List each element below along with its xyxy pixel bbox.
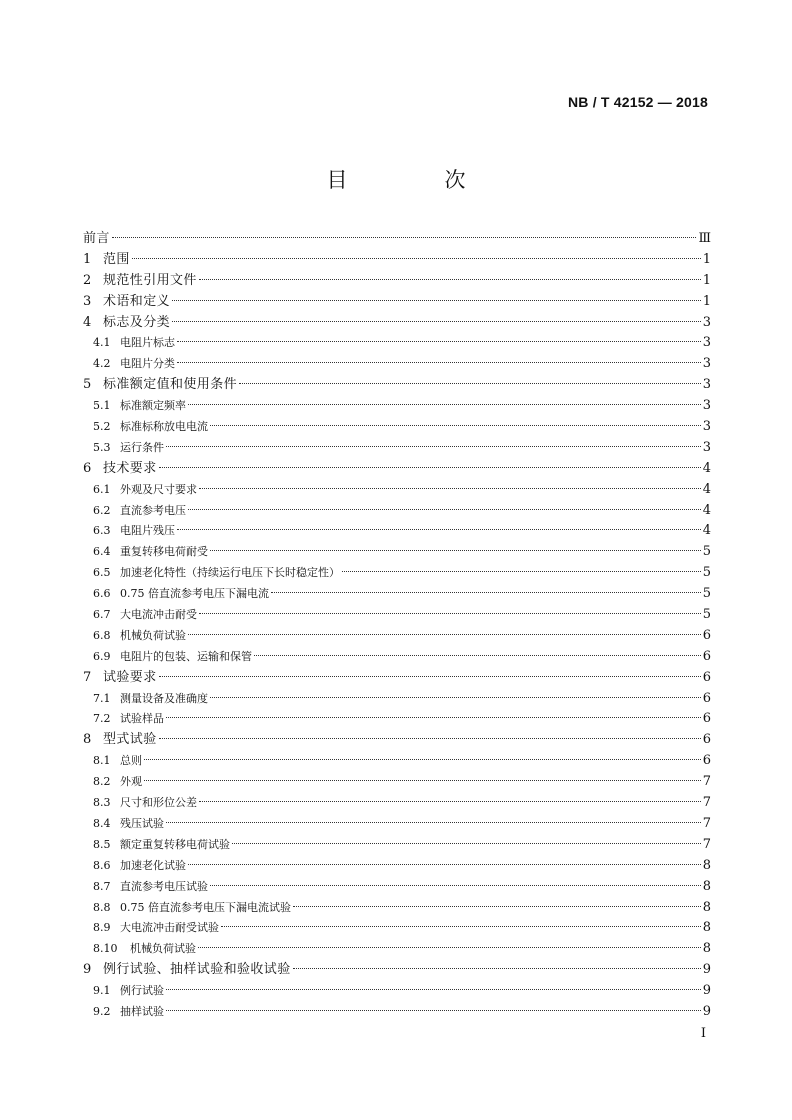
toc-entry-title: 抽样试验 xyxy=(120,1004,164,1018)
toc-entry-page: 7 xyxy=(702,795,711,811)
toc-entry-page: 4 xyxy=(702,523,711,539)
toc-entry-page: 8 xyxy=(702,941,711,957)
toc-entry-number: 7.2 xyxy=(93,712,111,726)
toc-entry-page: 4 xyxy=(702,481,711,497)
toc-entry-page: 1 xyxy=(702,251,711,267)
toc-entry-title: 电阻片残压 xyxy=(120,524,175,538)
dot-leader xyxy=(342,570,701,572)
toc-entry[interactable] xyxy=(83,417,711,438)
toc-entry[interactable] xyxy=(83,584,711,605)
toc-entry-page: 6 xyxy=(702,690,711,706)
dot-leader xyxy=(199,278,701,280)
toc-entry-title: 加速老化特性（持续运行电压下长时稳定性） xyxy=(120,566,340,580)
toc-entry[interactable] xyxy=(83,981,711,1002)
toc-entry-page: 4 xyxy=(702,460,711,476)
toc-entry-page: 9 xyxy=(702,962,711,978)
toc-entry-page: 7 xyxy=(702,774,711,790)
toc-entry[interactable] xyxy=(83,877,711,898)
dot-leader xyxy=(166,716,701,718)
toc-entry-title: 0.75 倍直流参考电压下漏电流 xyxy=(120,587,269,601)
toc-entry-page: 3 xyxy=(702,377,711,393)
toc-entry-page: 3 xyxy=(702,398,711,414)
toc-entry-number: 3 xyxy=(83,293,92,309)
toc-entry-page: 6 xyxy=(702,669,711,685)
toc-entry-page: 3 xyxy=(702,356,711,372)
toc-entry-page: 6 xyxy=(702,648,711,664)
dot-leader xyxy=(239,382,701,384)
toc-entry[interactable] xyxy=(83,751,711,772)
toc-entry-title: 机械负荷试验 xyxy=(130,942,196,956)
dot-leader xyxy=(210,549,701,551)
toc-entry-title: 加速老化试验 xyxy=(120,858,186,872)
toc-entry-title: 标准标称放电电流 xyxy=(120,420,208,434)
toc-entry-number: 6.7 xyxy=(93,608,111,622)
dot-leader xyxy=(166,1009,701,1011)
dot-leader xyxy=(112,236,697,238)
dot-leader xyxy=(210,424,701,426)
dot-leader xyxy=(166,821,701,823)
toc-entry-number: 8.8 xyxy=(93,900,111,914)
toc-entry-number: 8.9 xyxy=(93,921,111,935)
dot-leader xyxy=(177,361,701,363)
toc-entry-number: 5 xyxy=(83,377,92,393)
toc-entry-number: 8.6 xyxy=(93,858,111,872)
toc-entry-title: 标准额定值和使用条件 xyxy=(103,377,238,393)
dot-leader xyxy=(210,884,701,886)
toc-entry-title: 试验要求 xyxy=(103,669,157,685)
dot-leader xyxy=(177,340,701,342)
toc-entry-page: 9 xyxy=(702,1003,711,1019)
toc-entry-page: 8 xyxy=(702,878,711,894)
toc-entry-number: 6.9 xyxy=(93,649,111,663)
toc-entry-number: 8.3 xyxy=(93,796,111,810)
toc-entry-title: 技术要求 xyxy=(103,460,157,476)
toc-entry[interactable] xyxy=(83,459,711,480)
toc-entry[interactable] xyxy=(83,814,711,835)
toc-entry-title: 电阻片的包装、运输和保管 xyxy=(120,649,252,663)
toc-entry[interactable] xyxy=(83,271,711,292)
dot-leader xyxy=(198,946,701,948)
dot-leader xyxy=(199,612,701,614)
toc-entry[interactable] xyxy=(83,898,711,919)
toc-entry[interactable] xyxy=(83,709,711,730)
toc-entry[interactable] xyxy=(83,939,711,960)
toc-entry-page: 8 xyxy=(702,920,711,936)
toc-entry[interactable] xyxy=(83,396,711,417)
dot-leader xyxy=(232,842,701,844)
toc-entry-number: 8.5 xyxy=(93,837,111,851)
toc-entry-title: 电阻片标志 xyxy=(120,336,175,350)
toc-entry-title: 术语和定义 xyxy=(103,293,171,309)
toc-entry-title: 型式试验 xyxy=(103,732,157,748)
toc-entry-number: 5.2 xyxy=(93,420,111,434)
toc-entry[interactable] xyxy=(83,438,711,459)
toc-entry-number: 1 xyxy=(83,251,92,267)
dot-leader xyxy=(199,487,701,489)
toc-entry-page: 5 xyxy=(702,544,711,560)
toc-entry-page: 6 xyxy=(702,753,711,769)
dot-leader xyxy=(177,528,701,530)
toc-entry-title: 直流参考电压 xyxy=(120,503,186,517)
toc-entry-page: 1 xyxy=(702,293,711,309)
toc-entry-page: 3 xyxy=(702,314,711,330)
toc-entry-title: 标志及分类 xyxy=(103,314,171,330)
toc-entry-title: 外观及尺寸要求 xyxy=(120,482,197,496)
toc-entry-page: 5 xyxy=(702,586,711,602)
toc-entry-page: 3 xyxy=(702,439,711,455)
toc-entry[interactable] xyxy=(83,313,711,334)
toc-entry[interactable] xyxy=(83,626,711,647)
toc-entry-page: Ⅲ xyxy=(698,231,711,246)
dot-leader xyxy=(159,737,701,739)
toc-entry[interactable] xyxy=(83,605,711,626)
toc-entry-number: 5.1 xyxy=(93,399,111,413)
page-title: 目 次 xyxy=(326,168,504,192)
toc-entry-title: 电阻片分类 xyxy=(120,357,175,371)
toc-entry[interactable] xyxy=(83,668,711,689)
dot-leader xyxy=(144,779,701,781)
toc-entry[interactable] xyxy=(83,333,711,354)
toc-entry-title: 残压试验 xyxy=(120,816,164,830)
toc-entry-number: 7 xyxy=(83,669,92,685)
toc-entry[interactable] xyxy=(83,375,711,396)
toc-entry-number: 6.5 xyxy=(93,566,111,580)
toc-entry[interactable] xyxy=(83,960,711,981)
toc-entry-title: 总则 xyxy=(120,754,142,768)
toc-entry-number: 5.3 xyxy=(93,440,111,454)
toc-entry-title: 规范性引用文件 xyxy=(103,272,197,288)
toc-entry-title: 0.75 倍直流参考电压下漏电流试验 xyxy=(120,900,291,914)
toc-entry-page: 7 xyxy=(702,836,711,852)
toc-entry[interactable] xyxy=(83,563,711,584)
toc-entry-number: 6.3 xyxy=(93,524,111,538)
toc-entry[interactable] xyxy=(83,689,711,710)
toc-entry-number: 9 xyxy=(83,962,92,978)
toc-entry-number: 2 xyxy=(83,272,92,288)
dot-leader xyxy=(172,320,701,322)
dot-leader xyxy=(293,905,701,907)
toc-entry-title: 例行试验 xyxy=(120,984,164,998)
toc-entry-page: 8 xyxy=(702,857,711,873)
dot-leader xyxy=(144,758,701,760)
toc-entry-number: 9.2 xyxy=(93,1004,111,1018)
dot-leader xyxy=(188,403,701,405)
toc-entry[interactable] xyxy=(83,1002,711,1023)
toc-entry[interactable] xyxy=(83,835,711,856)
dot-leader xyxy=(166,988,701,990)
toc-entry-page: 5 xyxy=(702,607,711,623)
toc-entry-title: 额定重复转移电荷试验 xyxy=(120,837,230,851)
toc-entry-number: 6.1 xyxy=(93,482,111,496)
toc-entry-page: 5 xyxy=(702,565,711,581)
toc-entry[interactable] xyxy=(83,542,711,563)
toc-entry-title: 大电流冲击耐受试验 xyxy=(120,921,219,935)
toc-entry-title: 外观 xyxy=(120,775,142,789)
standard-code: NB / T 42152 — 2018 xyxy=(568,94,708,110)
toc-entry-title: 试验样品 xyxy=(120,712,164,726)
dot-leader xyxy=(188,508,701,510)
toc-entry-title: 大电流冲击耐受 xyxy=(120,608,197,622)
toc-entry-page: 8 xyxy=(702,899,711,915)
toc-entry[interactable] xyxy=(83,250,711,271)
toc-entry-title: 范围 xyxy=(103,251,130,267)
toc-entry-number: 6.8 xyxy=(93,628,111,642)
toc-entry-title: 测量设备及准确度 xyxy=(120,691,208,705)
toc-entry[interactable] xyxy=(83,772,711,793)
dot-leader xyxy=(159,466,701,468)
dot-leader xyxy=(293,967,701,969)
toc-entry-title: 例行试验、抽样试验和验收试验 xyxy=(103,962,291,978)
toc-entry-number: 4.1 xyxy=(93,336,111,350)
toc-entry[interactable] xyxy=(83,354,711,375)
toc-entry-page: 3 xyxy=(702,419,711,435)
page-number: I xyxy=(700,1026,706,1041)
toc-entry-page: 6 xyxy=(702,627,711,643)
toc-entry-title: 尺寸和形位公差 xyxy=(120,796,197,810)
dot-leader xyxy=(254,654,701,656)
toc-entry-number: 9.1 xyxy=(93,984,111,998)
dot-leader xyxy=(159,675,701,677)
toc-entry-page: 1 xyxy=(702,272,711,288)
toc-entry[interactable] xyxy=(83,229,711,250)
toc-entry-number: 8.2 xyxy=(93,775,111,789)
toc-entry[interactable] xyxy=(83,501,711,522)
dot-leader xyxy=(188,633,701,635)
toc-entry[interactable] xyxy=(83,856,711,877)
toc-entry-number: 6.4 xyxy=(93,545,111,559)
table-of-contents xyxy=(83,229,711,1023)
toc-entry-title: 机械负荷试验 xyxy=(120,628,186,642)
toc-entry-number: 6.2 xyxy=(93,503,111,517)
toc-entry-number: 8 xyxy=(83,732,92,748)
toc-entry[interactable] xyxy=(83,480,711,501)
dot-leader xyxy=(172,299,701,301)
dot-leader xyxy=(271,591,701,593)
toc-entry[interactable] xyxy=(83,793,711,814)
toc-entry-page: 3 xyxy=(702,335,711,351)
toc-entry-number: 8.4 xyxy=(93,816,111,830)
dot-leader xyxy=(132,257,701,259)
toc-entry-number: 8.1 xyxy=(93,754,111,768)
dot-leader xyxy=(199,800,701,802)
toc-entry[interactable] xyxy=(83,521,711,542)
toc-entry-number: 4 xyxy=(83,314,92,330)
toc-entry-number: 6 xyxy=(83,460,92,476)
dot-leader xyxy=(221,925,701,927)
toc-entry[interactable] xyxy=(83,918,711,939)
toc-entry[interactable] xyxy=(83,730,711,751)
toc-entry-number: 8.7 xyxy=(93,879,111,893)
toc-entry-page: 7 xyxy=(702,815,711,831)
dot-leader xyxy=(210,696,701,698)
toc-entry-number: 8.10 xyxy=(93,942,118,956)
toc-entry-page: 6 xyxy=(702,711,711,727)
dot-leader xyxy=(188,863,701,865)
toc-entry-title: 标准额定频率 xyxy=(120,399,186,413)
toc-entry-page: 9 xyxy=(702,983,711,999)
toc-entry[interactable] xyxy=(83,647,711,668)
dot-leader xyxy=(166,445,701,447)
toc-entry[interactable] xyxy=(83,292,711,313)
toc-entry-title: 重复转移电荷耐受 xyxy=(120,545,208,559)
toc-entry-page: 6 xyxy=(702,732,711,748)
toc-entry-number: 6.6 xyxy=(93,587,111,601)
toc-entry-number: 7.1 xyxy=(93,691,111,705)
toc-entry-title: 直流参考电压试验 xyxy=(120,879,208,893)
toc-entry-title: 运行条件 xyxy=(120,440,164,454)
toc-entry-page: 4 xyxy=(702,502,711,518)
toc-entry-title: 前言 xyxy=(83,231,110,246)
toc-entry-number: 4.2 xyxy=(93,357,111,371)
